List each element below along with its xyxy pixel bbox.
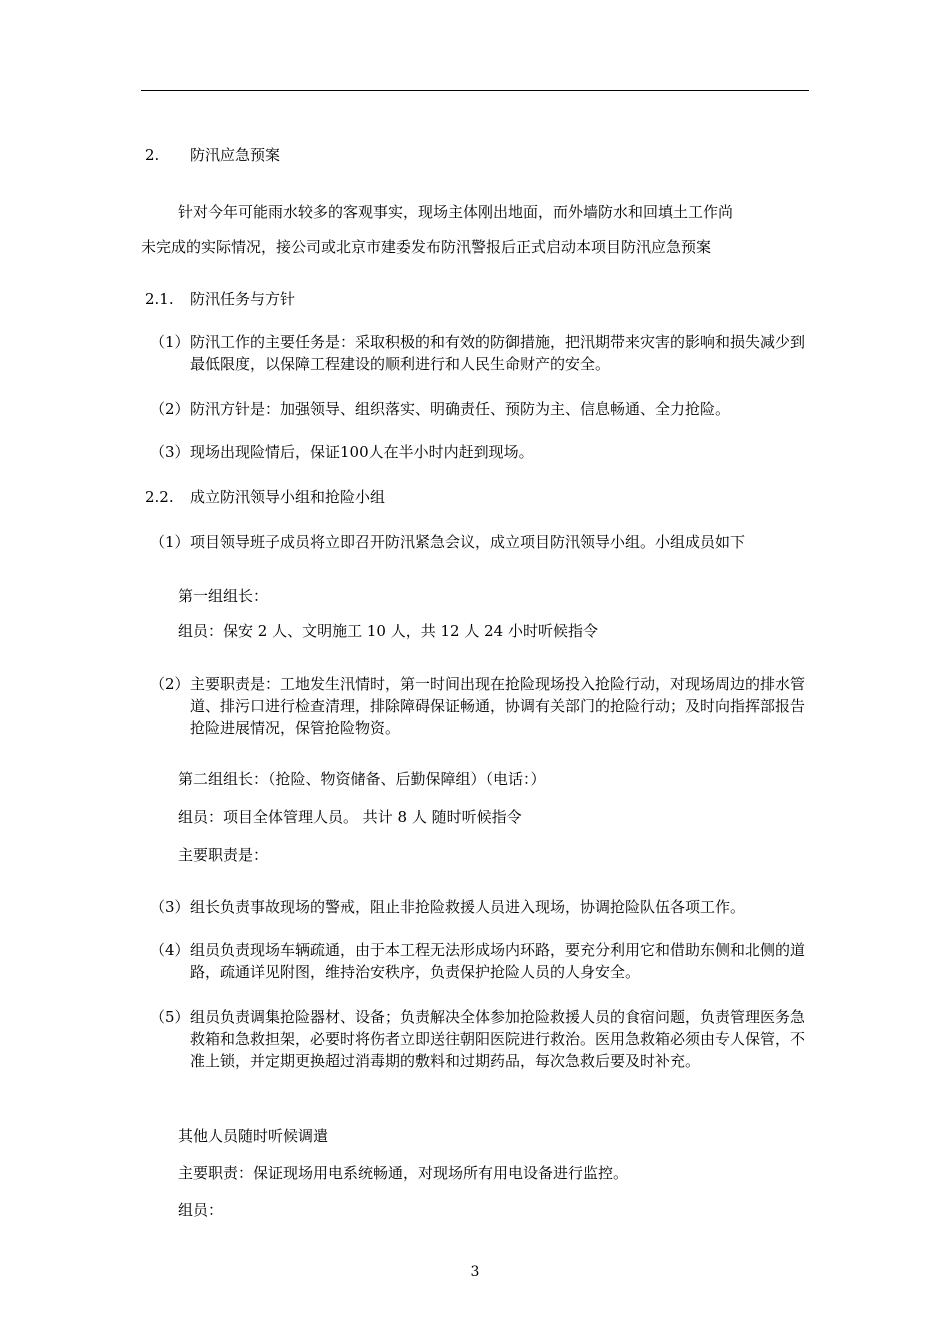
group2-members: 组员：项目全体管理人员。 共计 8 人 随时听候指令 [178,808,522,826]
list-item-text: 防汛方针是：加强领导、组织落实、明确责任、预防为主、信息畅通、全力抢险。 [190,400,731,418]
list-item-text: 项目领导班子成员将立即召开防汛紧急会议，成立项目防汛领导小组。小组成员如下 [190,533,746,551]
list-item-text: 防汛工作的主要任务是：采取积极的和有效的防御措施，把汛期带来灾害的影响和损失减少到最低限度，以保障工程建设的顺利进行和人民生命财产的安全。 [190,333,806,373]
list-marker: （1） [150,533,190,551]
list-marker: （4） [150,941,190,959]
section-number: 2. [145,146,160,164]
list-marker: （3） [150,443,190,461]
header-rule [141,90,809,91]
subsection-title: 成立防汛领导小组和抢险小组 [190,488,386,506]
subsection-number: 2.2. [145,488,174,506]
list-item-text: 主要职责是：工地发生汛情时，第一时间出现在抢险现场投入抢险行动，对现场周边的排水管道、排污口进行检查清理，排除障碍保证畅通，协调有关部门的抢险行动；及时向指挥部报告抢险进展情况，保管抢险物资。 [190,675,806,737]
subsection-title: 防汛任务与方针 [190,290,296,308]
list-marker: （1） [150,333,190,351]
list-item-text: 组长负责事故现场的警戒，阻止非抢险救援人员进入现场，协调抢险队伍各项工作。 [190,898,746,916]
list-marker: （5） [150,1008,190,1026]
section-title: 防汛应急预案 [190,146,281,164]
group1-leader: 第一组组长： [178,587,269,605]
page-number: 3 [470,1264,480,1280]
subsection-number: 2.1. [145,290,174,308]
group2-duties: 主要职责是： [178,846,269,864]
intro-line-1: 针对今年可能雨水较多的客观事实，现场主体刚出地面，而外墙防水和回填土工作尚 [178,203,734,221]
others-duties: 主要职责：保证现场用电系统畅通，对现场所有用电设备进行监控。 [178,1164,629,1182]
others-members: 组员： [178,1201,224,1219]
intro-line-2: 未完成的实际情况，接公司或北京市建委发布防汛警报后正式启动本项目防汛应急预案 [141,238,712,256]
list-item-text: 组员负责现场车辆疏通，由于本工程无法形成场内环路，要充分利用它和借助东侧和北侧的道路，疏通详见附图，维持治安秩序，负责保护抢险人员的人身安全。 [190,941,806,981]
others-note: 其他人员随时听候调遣 [178,1127,329,1145]
list-marker: （2） [150,400,190,418]
list-marker: （2） [150,675,190,693]
list-item-text: 组员负责调集抢险器材、设备；负责解决全体参加抢险救援人员的食宿问题，负责管理医务急救箱和急救担架，必要时将伤者立即送往朝阳医院进行救治。医用急救箱必须由专人保管，不准上锁，并定期更换超过消毒期的敷料和过期药品，每次急救后要及时补充。 [190,1008,806,1070]
list-marker: （3） [150,898,190,916]
group2-leader: 第二组组长：（抢险、物资储备、后勤保障组）（电话：） [178,770,546,788]
list-item-text: 现场出现险情后，保证100人在半小时内赶到现场。 [190,443,534,461]
group1-members: 组员：保安 2 人、文明施工 10 人，共 12 人 24 小时听候指令 [178,622,598,640]
